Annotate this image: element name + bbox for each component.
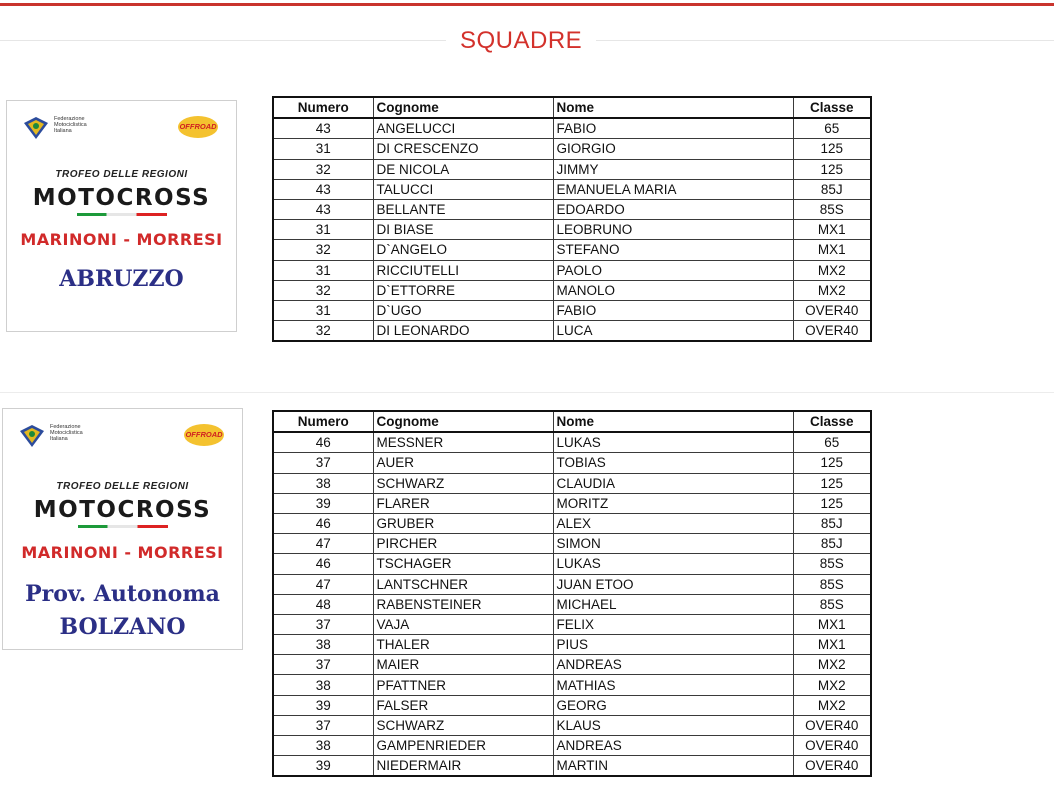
cell-nome: JIMMY <box>553 159 793 179</box>
cell-nome: EMANUELA MARIA <box>553 179 793 199</box>
cell-nome: LUCA <box>553 321 793 342</box>
cell-cognome: FLARER <box>373 493 553 513</box>
cell-numero: 31 <box>273 300 373 320</box>
table-row <box>273 594 871 614</box>
cell-classe: OVER40 <box>793 736 871 756</box>
cell-classe: 65 <box>793 432 871 453</box>
cell-classe: 85J <box>793 179 871 199</box>
table-row <box>273 260 871 280</box>
region-line-1: Prov. Autonoma <box>25 581 220 607</box>
cell-cognome: BELLANTE <box>373 199 553 219</box>
header-cognome: Cognome <box>373 411 553 432</box>
cell-classe: 85S <box>793 199 871 219</box>
page-title: SQUADRE <box>446 27 596 55</box>
cell-nome: ANDREAS <box>553 736 793 756</box>
cell-cognome: GRUBER <box>373 513 553 533</box>
table-row <box>273 635 871 655</box>
cell-cognome: ANGELUCCI <box>373 118 553 139</box>
cell-numero: 48 <box>273 594 373 614</box>
cell-nome: MICHAEL <box>553 594 793 614</box>
cell-classe: OVER40 <box>793 321 871 342</box>
table-row <box>273 715 871 735</box>
header-cognome: Cognome <box>373 97 553 118</box>
trofeo-label: TROFEO DELLE REGIONI <box>56 481 189 492</box>
fmi-text <box>50 424 83 442</box>
top-rule <box>0 3 1054 6</box>
table-row <box>273 695 871 715</box>
table-header-row <box>273 411 871 432</box>
team-card-abruzzo <box>6 100 237 332</box>
cell-cognome: PIRCHER <box>373 534 553 554</box>
table-row <box>273 240 871 260</box>
table-row <box>273 574 871 594</box>
table-row <box>273 736 871 756</box>
table-row <box>273 453 871 473</box>
fmi-line-2: Motociclistica <box>54 122 87 128</box>
table-row <box>273 473 871 493</box>
team-table-bolzano <box>272 410 872 777</box>
table-row <box>273 280 871 300</box>
cell-classe: 85S <box>793 594 871 614</box>
cell-numero: 37 <box>273 614 373 634</box>
table-row <box>273 118 871 139</box>
cell-cognome: D`ANGELO <box>373 240 553 260</box>
cell-numero: 37 <box>273 655 373 675</box>
cell-numero: 37 <box>273 453 373 473</box>
cell-nome: MORITZ <box>553 493 793 513</box>
cell-classe: 125 <box>793 159 871 179</box>
cell-nome: LUKAS <box>553 554 793 574</box>
table-row <box>273 493 871 513</box>
motocross-label: MOTOCROSS <box>33 497 212 523</box>
cell-classe: MX1 <box>793 635 871 655</box>
table-body <box>273 118 871 341</box>
table-row <box>273 199 871 219</box>
cell-numero: 38 <box>273 635 373 655</box>
cell-classe: 85S <box>793 554 871 574</box>
cell-nome: MATHIAS <box>553 675 793 695</box>
cell-numero: 43 <box>273 118 373 139</box>
cell-cognome: VAJA <box>373 614 553 634</box>
table-row <box>273 534 871 554</box>
table-body <box>273 432 871 776</box>
table-row <box>273 432 871 453</box>
offroad-logo: OFFROAD <box>184 424 224 446</box>
cell-numero: 37 <box>273 715 373 735</box>
cell-nome: STEFANO <box>553 240 793 260</box>
table-row <box>273 159 871 179</box>
cell-cognome: TSCHAGER <box>373 554 553 574</box>
fmi-logo-icon <box>21 115 51 141</box>
cell-cognome: DI LEONARDO <box>373 321 553 342</box>
cell-classe: OVER40 <box>793 715 871 735</box>
region-name: ABRUZZO <box>59 266 184 292</box>
cell-classe: MX1 <box>793 220 871 240</box>
fmi-line-3: Italiana <box>50 436 68 442</box>
cell-cognome: FALSER <box>373 695 553 715</box>
cell-nome: JUAN ETOO <box>553 574 793 594</box>
cell-numero: 43 <box>273 179 373 199</box>
cell-classe: MX2 <box>793 280 871 300</box>
table-row <box>273 675 871 695</box>
cell-nome: EDOARDO <box>553 199 793 219</box>
cell-numero: 39 <box>273 695 373 715</box>
cell-cognome: RICCIUTELLI <box>373 260 553 280</box>
table-row <box>273 655 871 675</box>
header-nome: Nome <box>553 411 793 432</box>
cell-classe: OVER40 <box>793 756 871 777</box>
cell-classe: MX2 <box>793 675 871 695</box>
cell-cognome: AUER <box>373 453 553 473</box>
fmi-logo-icon <box>17 423 47 449</box>
cell-nome: KLAUS <box>553 715 793 735</box>
cell-classe: MX1 <box>793 614 871 634</box>
fmi-line-2: Motociclistica <box>50 430 83 436</box>
cell-numero: 32 <box>273 321 373 342</box>
table-row <box>273 321 871 342</box>
cell-numero: 39 <box>273 756 373 777</box>
header-numero: Numero <box>273 97 373 118</box>
cell-numero: 31 <box>273 220 373 240</box>
cell-numero: 46 <box>273 554 373 574</box>
cell-nome: SIMON <box>553 534 793 554</box>
cell-cognome: THALER <box>373 635 553 655</box>
cell-classe: OVER40 <box>793 300 871 320</box>
cell-classe: 85J <box>793 534 871 554</box>
fmi-line-3: Italiana <box>54 128 72 134</box>
cell-nome: FELIX <box>553 614 793 634</box>
cell-nome: LUKAS <box>553 432 793 453</box>
cell-cognome: DI BIASE <box>373 220 553 240</box>
cell-classe: 125 <box>793 493 871 513</box>
cell-cognome: D`ETTORRE <box>373 280 553 300</box>
cell-nome: ALEX <box>553 513 793 533</box>
cell-numero: 31 <box>273 139 373 159</box>
table-row <box>273 554 871 574</box>
cell-classe: MX2 <box>793 260 871 280</box>
italian-flag-stripe <box>77 213 167 216</box>
cell-cognome: SCHWARZ <box>373 473 553 493</box>
cell-classe: 85S <box>793 574 871 594</box>
cell-numero: 32 <box>273 159 373 179</box>
cell-cognome: MAIER <box>373 655 553 675</box>
fmi-text <box>54 116 87 134</box>
table-row <box>273 756 871 777</box>
team-table-abruzzo <box>272 96 872 342</box>
fmi-line-1: Federazione <box>50 424 81 430</box>
cell-numero: 46 <box>273 513 373 533</box>
cell-classe: 65 <box>793 118 871 139</box>
cell-numero: 43 <box>273 199 373 219</box>
cell-classe: 125 <box>793 453 871 473</box>
cell-nome: MANOLO <box>553 280 793 300</box>
cell-numero: 38 <box>273 675 373 695</box>
cell-cognome: NIEDERMAIR <box>373 756 553 777</box>
cell-classe: 125 <box>793 139 871 159</box>
cell-numero: 32 <box>273 280 373 300</box>
cell-numero: 47 <box>273 534 373 554</box>
header-classe: Classe <box>793 411 871 432</box>
cell-nome: MARTIN <box>553 756 793 777</box>
header-classe: Classe <box>793 97 871 118</box>
cell-cognome: MESSNER <box>373 432 553 453</box>
trofeo-label: TROFEO DELLE REGIONI <box>55 169 188 180</box>
table-row <box>273 179 871 199</box>
cell-numero: 46 <box>273 432 373 453</box>
cell-cognome: TALUCCI <box>373 179 553 199</box>
italian-flag-stripe <box>78 525 168 528</box>
cell-cognome: SCHWARZ <box>373 715 553 735</box>
cell-classe: MX1 <box>793 240 871 260</box>
cell-classe: MX2 <box>793 655 871 675</box>
cell-cognome: PFATTNER <box>373 675 553 695</box>
cell-classe: MX2 <box>793 695 871 715</box>
table-row <box>273 513 871 533</box>
motocross-label: MOTOCROSS <box>32 185 211 211</box>
cell-cognome: D`UGO <box>373 300 553 320</box>
table-row <box>273 139 871 159</box>
table-row <box>273 220 871 240</box>
cell-numero: 47 <box>273 574 373 594</box>
cell-numero: 38 <box>273 473 373 493</box>
section-divider <box>0 392 1054 393</box>
cell-nome: FABIO <box>553 300 793 320</box>
sponsor-label: MARINONI - MORRESI <box>20 230 223 249</box>
cell-cognome: GAMPENRIEDER <box>373 736 553 756</box>
cell-classe: 85J <box>793 513 871 533</box>
cell-nome: GEORG <box>553 695 793 715</box>
cell-nome: CLAUDIA <box>553 473 793 493</box>
offroad-logo: OFFROAD <box>178 116 218 138</box>
region-line-2: BOLZANO <box>59 614 186 640</box>
cell-nome: LEOBRUNO <box>553 220 793 240</box>
cell-cognome: LANTSCHNER <box>373 574 553 594</box>
cell-cognome: DE NICOLA <box>373 159 553 179</box>
fmi-line-1: Federazione <box>54 116 85 122</box>
cell-cognome: RABENSTEINER <box>373 594 553 614</box>
table-header-row <box>273 97 871 118</box>
sponsor-label: MARINONI - MORRESI <box>21 543 224 562</box>
cell-classe: 125 <box>793 473 871 493</box>
cell-numero: 32 <box>273 240 373 260</box>
cell-nome: FABIO <box>553 118 793 139</box>
cell-nome: PIUS <box>553 635 793 655</box>
cell-numero: 39 <box>273 493 373 513</box>
cell-nome: PAOLO <box>553 260 793 280</box>
header-numero: Numero <box>273 411 373 432</box>
cell-numero: 38 <box>273 736 373 756</box>
header-nome: Nome <box>553 97 793 118</box>
cell-nome: TOBIAS <box>553 453 793 473</box>
cell-nome: GIORGIO <box>553 139 793 159</box>
cell-cognome: DI CRESCENZO <box>373 139 553 159</box>
table-row <box>273 300 871 320</box>
cell-numero: 31 <box>273 260 373 280</box>
cell-nome: ANDREAS <box>553 655 793 675</box>
table-row <box>273 614 871 634</box>
team-card-bolzano <box>2 408 243 650</box>
